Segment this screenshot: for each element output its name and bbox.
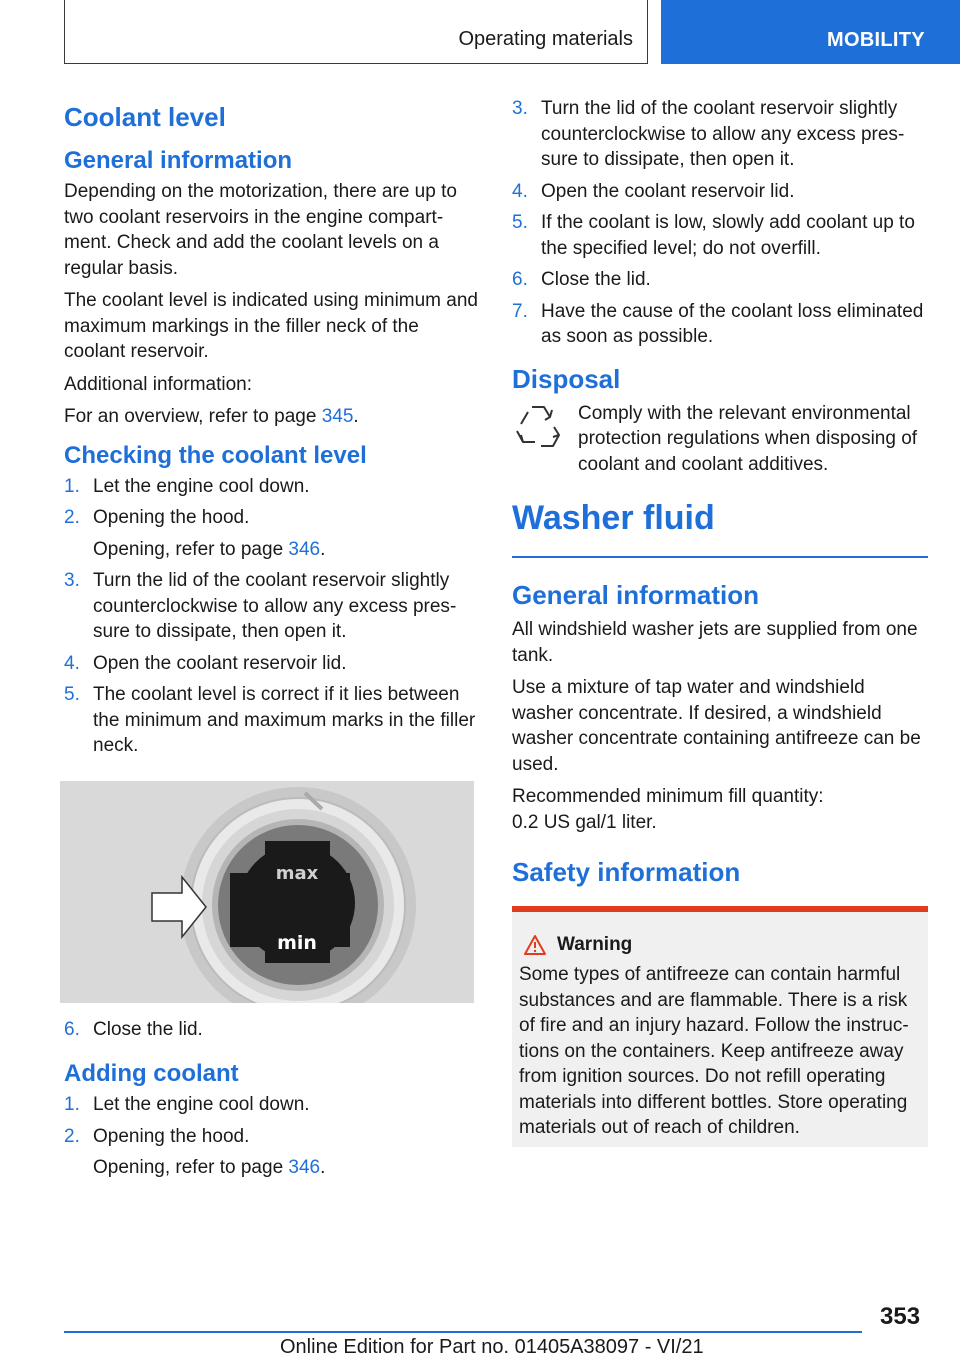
- warning-title: Warning: [519, 934, 920, 956]
- section-divider: [512, 556, 928, 558]
- list-item: 2. Opening the hood. Opening, refer to page 346.: [64, 1125, 326, 1178]
- coolant-cap-figure: [60, 781, 474, 1003]
- list-item: 5. If the coolant is low, slowly add coolant up to the specified level; do not overfill.: [512, 212, 915, 259]
- max-marking: max: [275, 862, 319, 884]
- footer-edition: Online Edition for Part no. 01405A38097 - VI/21: [280, 1336, 704, 1358]
- list-item: 4. Open the coolant reservoir lid.: [64, 652, 347, 674]
- min-marking: min: [277, 931, 317, 954]
- paragraph: Use a mixture of tap water and windshield washer concentrate. If desired, a windshield washer concentrate containing antifreeze can be used.: [512, 677, 921, 775]
- list-item: 2. Opening the hood. Opening, refer to page 346.: [64, 507, 326, 560]
- paragraph: Additional information:: [64, 373, 252, 395]
- right-column: [512, 96, 928, 1147]
- list-item: 3. Turn the lid of the coolant reservoir slightly counterclockwise to allow any excess pressure to dissipate, then open it.: [512, 98, 905, 170]
- header-chapter-tab: MOBILITY: [661, 0, 960, 64]
- header-section-title: Operating materials: [458, 28, 633, 50]
- checking-steps-list-cont: [64, 1017, 478, 1043]
- general-information-heading: General information: [64, 147, 293, 174]
- checking-coolant-heading: Checking the coolant level: [64, 441, 367, 469]
- washer-fluid-title: Washer fluid: [512, 499, 715, 537]
- paragraph: Depending on the motorization, there are up to two coolant reservoirs in the engine compartment. Check and add the coolant levels on a regular basis.: [64, 181, 457, 279]
- list-item: 7. Have the cause of the coolant loss eliminated as soon as possible.: [512, 300, 924, 347]
- disposal-heading: Disposal: [512, 363, 621, 394]
- list-item: 1. Let the engine cool down.: [64, 1094, 310, 1115]
- page-link[interactable]: 345: [321, 406, 354, 427]
- list-item: 4. Open the coolant reservoir lid.: [512, 180, 795, 202]
- disposal-text: Comply with the relevant environmental protection regulations when disposing of coolant and coolant additives.: [578, 402, 918, 475]
- list-item: 5. The coolant level is correct if it lies between the minimum and maximum marks in the filler neck.: [64, 684, 476, 756]
- recycle-icon: [512, 401, 564, 453]
- checking-steps-list: [64, 474, 478, 759]
- footer-divider: [64, 1331, 862, 1333]
- warning-box: [512, 906, 928, 1147]
- warning-triangle-icon: [523, 934, 547, 956]
- coolant-level-title: Coolant level: [64, 102, 226, 132]
- header-section-box: [64, 0, 648, 64]
- page-number: 353: [880, 1303, 921, 1330]
- adding-coolant-heading: Adding coolant: [64, 1060, 239, 1087]
- list-item: 3. Turn the lid of the coolant reservoir slightly counterclockwise to allow any excess pressure to dissipate, then open it.: [64, 570, 457, 642]
- page-link[interactable]: 346: [288, 1157, 321, 1178]
- list-item: 6. Close the lid.: [512, 269, 651, 290]
- list-item: 1. Let the engine cool down.: [64, 475, 310, 497]
- adding-steps-list-cont: [512, 96, 928, 350]
- safety-information-heading: Safety information: [512, 857, 741, 887]
- paragraph: For an overview, refer to page 345.: [64, 406, 359, 427]
- adding-steps-list: [64, 1092, 478, 1181]
- paragraph: All windshield washer jets are supplied from one tank.: [512, 619, 918, 666]
- warning-text: Some types of antifreeze can contain harmful substances and are flammable. There is a risk of fire and an injury hazard. Follow the instructions on the containers. Keep antifreeze away from ignition sources. Do not refill operating materials into different bottles. Store operating materials out of reach of children.: [519, 964, 909, 1138]
- left-column: [64, 96, 478, 1187]
- paragraph: Recommended minimum fill quantity: 0.2 US gal/1 liter.: [512, 786, 824, 833]
- washer-general-heading: General information: [512, 580, 760, 610]
- disposal-note: [512, 401, 928, 478]
- list-item: 6. Close the lid.: [64, 1018, 203, 1040]
- page-link[interactable]: 346: [288, 538, 321, 560]
- paragraph: The coolant level is indicated using minimum and maximum markings in the filler neck of the coolant reservoir.: [64, 290, 478, 362]
